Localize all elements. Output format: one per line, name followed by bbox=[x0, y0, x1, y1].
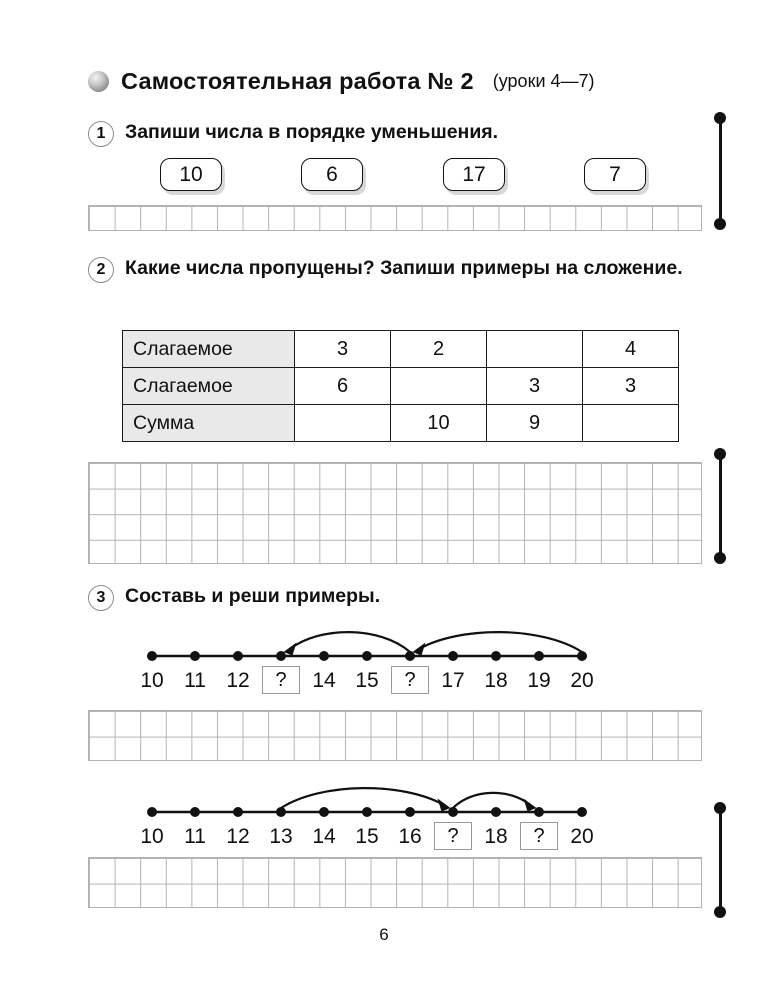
task-2-text: Какие числа пропущены? Запиши примеры на сложение. bbox=[125, 257, 683, 279]
number-line-label: 19 bbox=[527, 668, 551, 692]
task-1-text: Запиши числа в порядке уменьшения. bbox=[125, 121, 499, 143]
number-line-label: 20 bbox=[570, 668, 594, 692]
number-line-label: 20 bbox=[570, 824, 594, 848]
number-line-tick-dot bbox=[233, 807, 243, 817]
table-cell-value[interactable]: 3 bbox=[295, 331, 391, 368]
number-line-label: 10 bbox=[140, 824, 164, 848]
table-cell-blank[interactable] bbox=[295, 405, 391, 442]
number-line-missing-value[interactable]: ? bbox=[434, 822, 472, 850]
number-chip-label: 6 bbox=[326, 163, 338, 186]
writing-grid-4[interactable] bbox=[88, 857, 702, 908]
number-line-missing-value[interactable]: ? bbox=[520, 822, 558, 850]
number-line-label: 15 bbox=[355, 824, 379, 848]
number-line-1 bbox=[140, 622, 594, 696]
table-row-label: Слагаемое bbox=[123, 368, 295, 405]
task-3-heading bbox=[88, 584, 688, 611]
number-line-tick-dot bbox=[491, 807, 501, 817]
task-3-number: 3 bbox=[88, 585, 114, 611]
table-cell-blank[interactable] bbox=[391, 368, 487, 405]
number-line-label: 12 bbox=[226, 824, 250, 848]
number-line-arrowhead-icon bbox=[284, 643, 297, 656]
number-line-tick-dot bbox=[147, 651, 157, 661]
table-row bbox=[123, 405, 679, 442]
writing-grid-2[interactable] bbox=[88, 462, 702, 564]
task-3-text: Составь и реши примеры. bbox=[125, 585, 381, 607]
number-line-2 bbox=[140, 778, 594, 852]
number-line-missing-value[interactable]: ? bbox=[391, 666, 429, 694]
number-line-label: 14 bbox=[312, 824, 336, 848]
number-line-tick-dot bbox=[319, 651, 329, 661]
margin-measure-bar bbox=[714, 448, 726, 564]
page-title: Самостоятельная работа № 2 bbox=[121, 68, 474, 94]
table-row bbox=[123, 331, 679, 368]
number-line-label: 16 bbox=[398, 824, 422, 848]
task-2-number: 2 bbox=[88, 257, 114, 283]
task-1-number-chips bbox=[160, 158, 705, 198]
writing-grid-1[interactable] bbox=[88, 205, 702, 231]
page-header bbox=[88, 68, 595, 95]
number-line-tick-dot bbox=[190, 651, 200, 661]
number-line-arrowhead-icon bbox=[438, 799, 451, 812]
number-line-jump-arc bbox=[290, 632, 410, 652]
task-1-number: 1 bbox=[88, 121, 114, 147]
measure-line bbox=[719, 453, 722, 559]
number-line-label: 11 bbox=[184, 824, 206, 848]
margin-measure-bar bbox=[714, 112, 726, 230]
number-line-tick-dot bbox=[362, 807, 372, 817]
measure-line bbox=[719, 807, 722, 913]
table-row-label: Сумма bbox=[123, 405, 295, 442]
number-chip-label: 10 bbox=[179, 163, 203, 186]
number-line-tick-dot bbox=[491, 651, 501, 661]
table-row-label: Слагаемое bbox=[123, 331, 295, 368]
number-line-tick-dot bbox=[276, 651, 286, 661]
measure-cap-bottom-icon bbox=[714, 552, 726, 564]
number-chip[interactable] bbox=[301, 158, 363, 191]
number-line-tick-dot bbox=[577, 807, 587, 817]
number-line-axis bbox=[140, 622, 594, 664]
number-line-tick-dot bbox=[577, 651, 587, 661]
number-line-jump-arc bbox=[453, 793, 530, 808]
number-line-tick-dot bbox=[276, 807, 286, 817]
table-row bbox=[123, 368, 679, 405]
measure-cap-bottom-icon bbox=[714, 906, 726, 918]
number-line-tick-dot bbox=[534, 807, 544, 817]
number-line-label: 12 bbox=[226, 668, 250, 692]
page-subtitle: (уроки 4—7) bbox=[492, 71, 595, 91]
number-chip[interactable] bbox=[160, 158, 222, 191]
table-cell-value[interactable]: 9 bbox=[487, 405, 583, 442]
addition-table bbox=[122, 330, 679, 442]
table-cell-blank[interactable] bbox=[487, 331, 583, 368]
number-line-missing-value[interactable]: ? bbox=[262, 666, 300, 694]
number-line-label: 15 bbox=[355, 668, 379, 692]
number-chip-label: 17 bbox=[462, 163, 486, 186]
number-line-label: 13 bbox=[269, 824, 293, 848]
number-line-label: 10 bbox=[140, 668, 164, 692]
margin-measure-bar bbox=[714, 802, 726, 918]
measure-cap-bottom-icon bbox=[714, 218, 726, 230]
number-line-label: 18 bbox=[484, 824, 508, 848]
page-number: 6 bbox=[379, 925, 389, 944]
number-line-tick-dot bbox=[233, 651, 243, 661]
number-line-labels bbox=[140, 666, 594, 696]
table-cell-value[interactable]: 3 bbox=[583, 368, 679, 405]
number-line-tick-dot bbox=[448, 651, 458, 661]
table-cell-blank[interactable] bbox=[583, 405, 679, 442]
number-line-label: 11 bbox=[184, 668, 206, 692]
number-line-jump-arc bbox=[281, 788, 444, 808]
number-line-tick-dot bbox=[362, 651, 372, 661]
number-line-axis bbox=[140, 778, 594, 820]
writing-grid-3[interactable] bbox=[88, 710, 702, 761]
number-line-tick-dot bbox=[534, 651, 544, 661]
table-cell-value[interactable]: 6 bbox=[295, 368, 391, 405]
number-line-jump-arc bbox=[419, 632, 582, 652]
number-line-tick-dot bbox=[190, 807, 200, 817]
number-line-label: 18 bbox=[484, 668, 508, 692]
number-chip[interactable] bbox=[443, 158, 505, 191]
number-line-arrowhead-icon bbox=[413, 643, 426, 656]
number-line-labels bbox=[140, 822, 594, 852]
table-cell-value[interactable]: 3 bbox=[487, 368, 583, 405]
measure-line bbox=[719, 117, 722, 225]
table-cell-value[interactable]: 4 bbox=[583, 331, 679, 368]
table-cell-value[interactable]: 2 bbox=[391, 331, 487, 368]
number-line-label: 17 bbox=[441, 668, 465, 692]
number-chip[interactable] bbox=[584, 158, 646, 191]
number-line-tick-dot bbox=[319, 807, 329, 817]
number-line-tick-dot bbox=[405, 651, 415, 661]
number-line-tick-dot bbox=[147, 807, 157, 817]
sphere-bullet-icon bbox=[88, 71, 109, 92]
number-chip-label: 7 bbox=[609, 163, 621, 186]
table-cell-value[interactable]: 10 bbox=[391, 405, 487, 442]
task-2-heading bbox=[88, 256, 698, 283]
number-line-tick-dot bbox=[448, 807, 458, 817]
number-line-label: 14 bbox=[312, 668, 336, 692]
number-line-tick-dot bbox=[405, 807, 415, 817]
number-line-arrowhead-icon bbox=[524, 799, 537, 812]
task-1-heading bbox=[88, 120, 688, 147]
